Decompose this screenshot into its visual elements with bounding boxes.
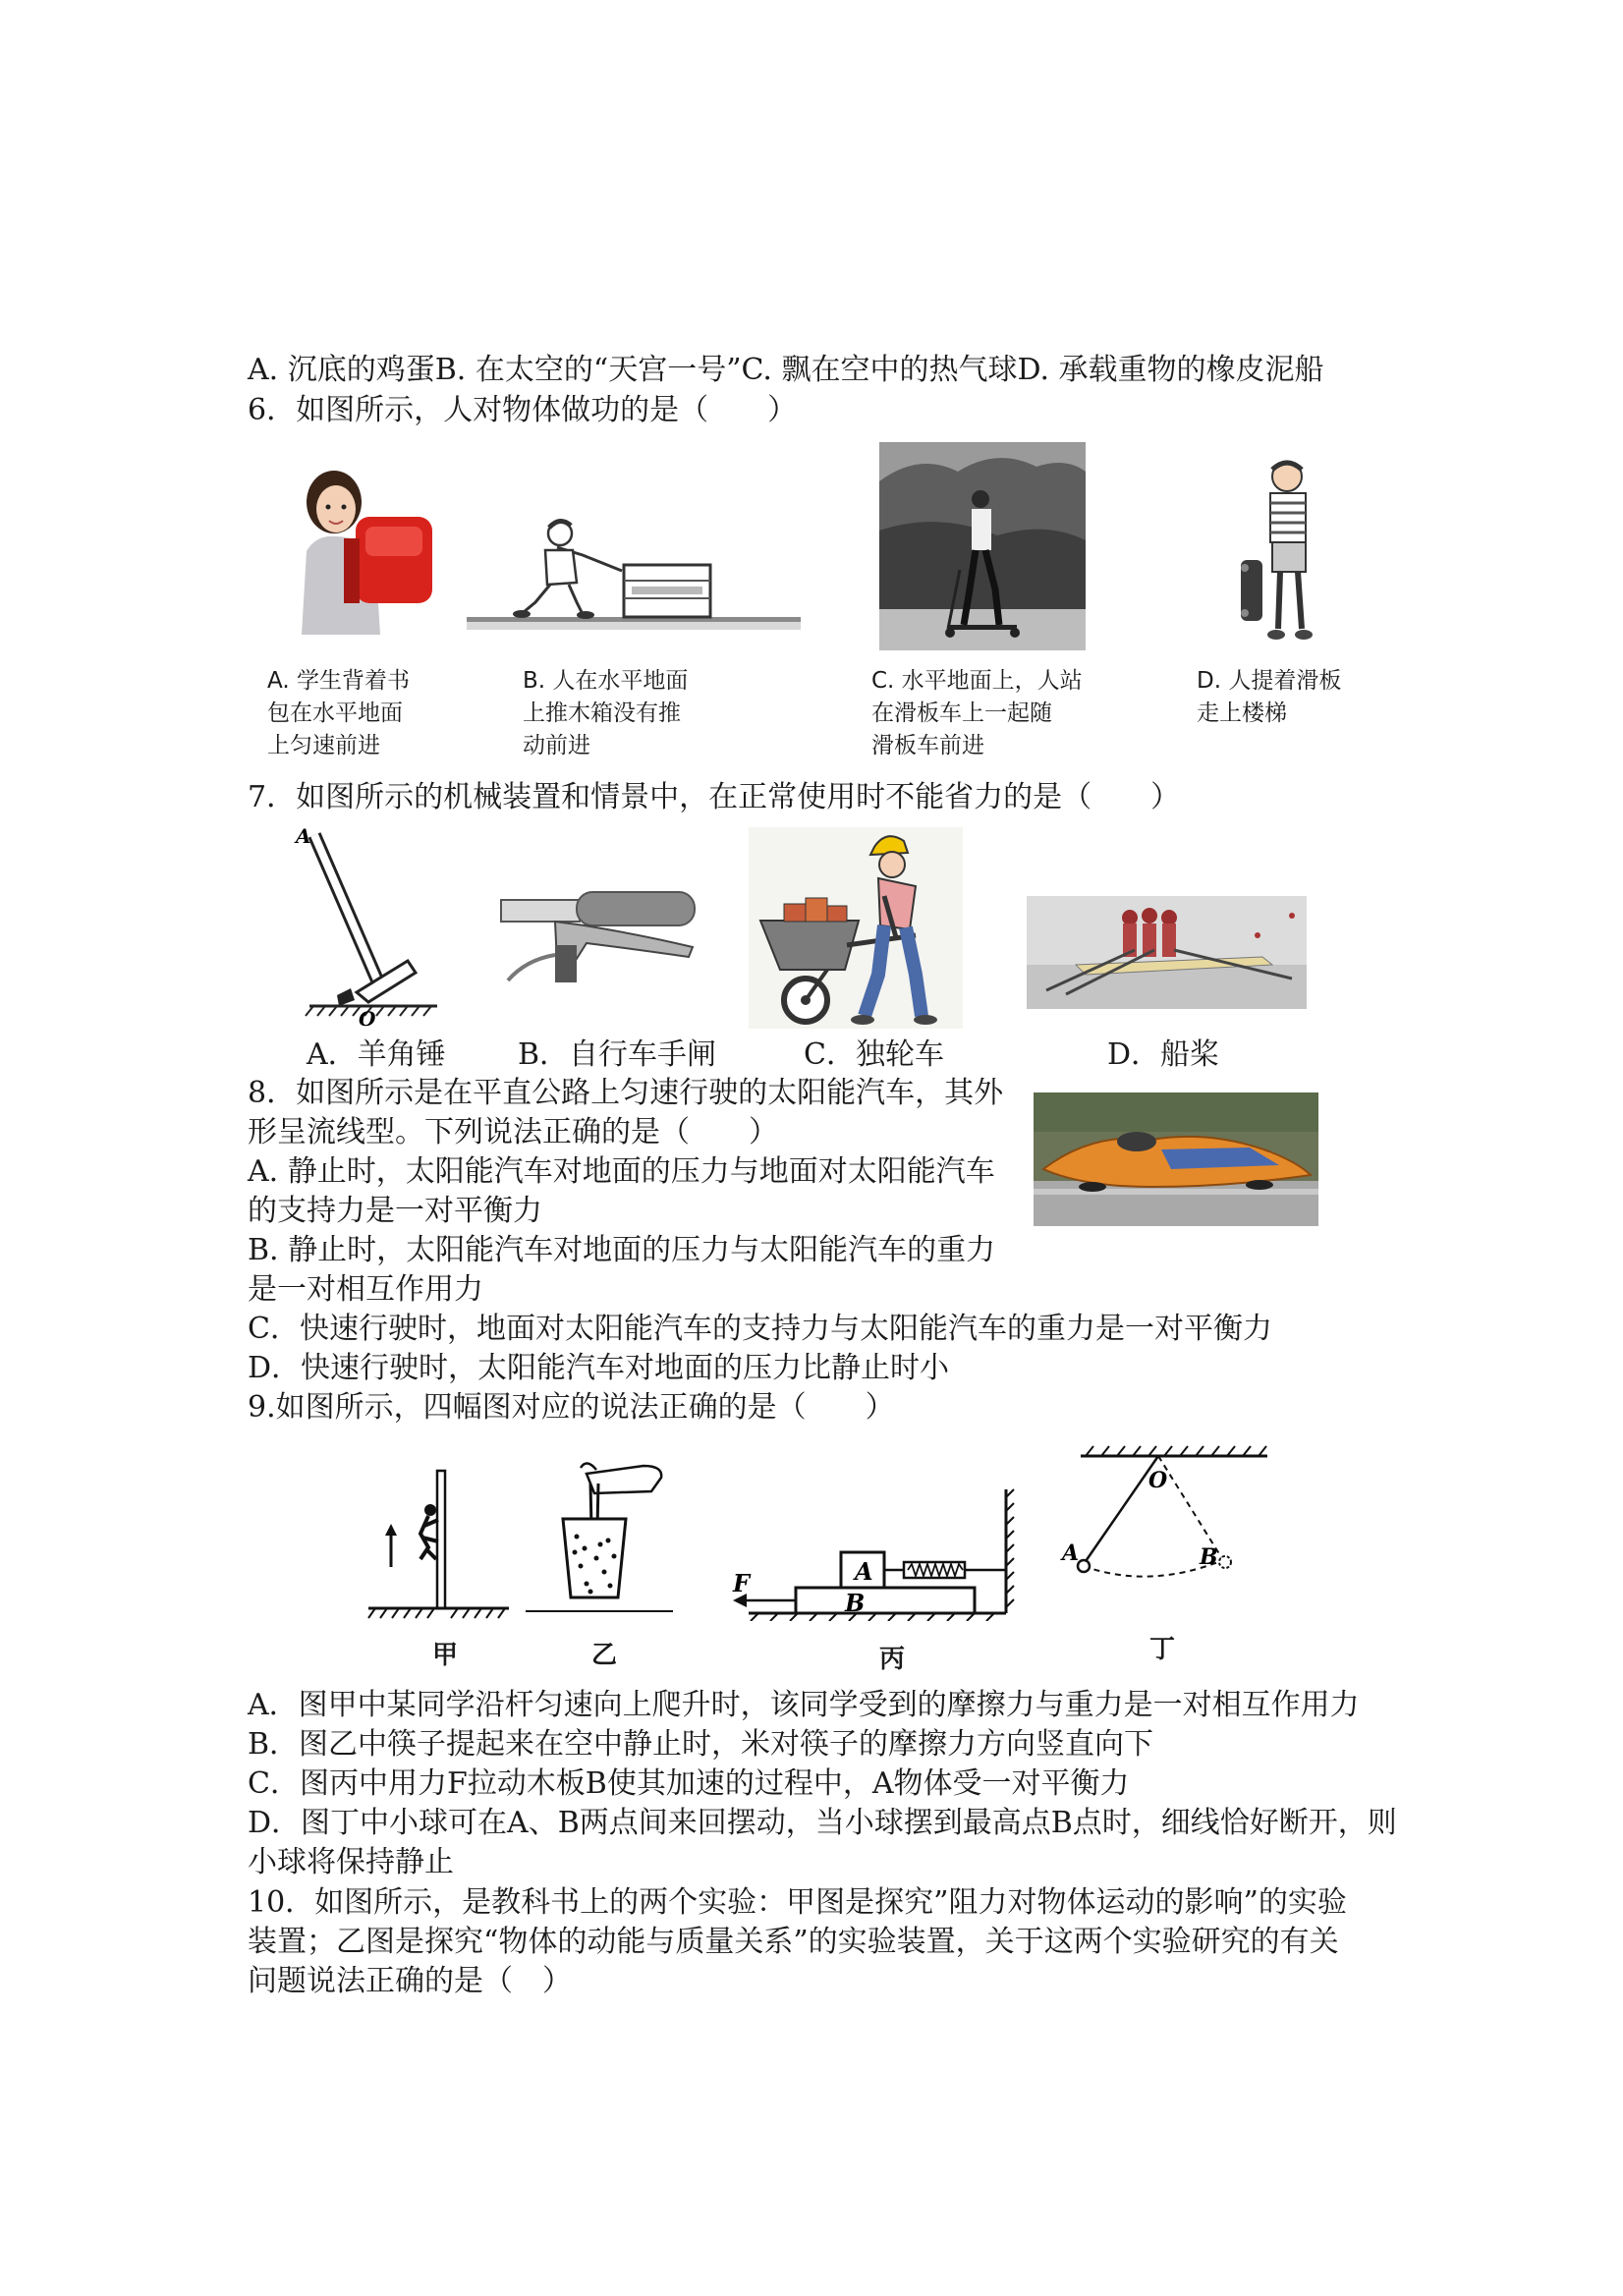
q10-line-2: 装置；乙图是探究“物体的动能与质量关系”的实验装置，关于这两个实验研究的有关 xyxy=(248,1925,1339,1959)
q7-label-a: A．羊角锤 xyxy=(307,1037,446,1072)
q7-figure-b-bike-brake xyxy=(496,886,698,989)
q8-figure-solar-car-photo xyxy=(1034,1092,1318,1226)
q6-caption-a-line2: 包在水平地面 xyxy=(267,700,403,726)
q9-letter-b-block: B xyxy=(845,1589,866,1617)
q9-letter-b-pendulum: B xyxy=(1200,1544,1218,1570)
q9-letter-a-block: A xyxy=(855,1557,873,1586)
q9-option-c: C．图丙中用力F拉动木板B使其加速的过程中，A物体受一对平衡力 xyxy=(248,1766,1130,1801)
q5-options: A. 沉底的鸡蛋B. 在太空的“天宫一号”C. 飘在空中的热气球D. 承载重物的橡皮泥船 xyxy=(248,353,1324,387)
q6-caption-c-line1: C. 水平地面上，人站 xyxy=(871,668,1083,694)
q6-caption-c-line3: 滑板车前进 xyxy=(871,733,984,758)
q6-figure-a-student-backpack xyxy=(287,458,444,635)
q6-caption-d-line1: D. 人提着滑板 xyxy=(1197,668,1342,694)
q7-figure-c-wheelbarrow xyxy=(749,827,963,1029)
q9-option-d-line1: D．图丁中小球可在A、B两点间来回摆动，当小球摆到最高点B点时，细线恰好断开，则 xyxy=(248,1806,1397,1840)
q8-option-a-line1: A. 静止时，太阳能汽车对地面的压力与地面对太阳能汽车 xyxy=(248,1154,995,1189)
q6-caption-c-line2: 在滑板车上一起随 xyxy=(871,700,1052,726)
q8-line-1: 8．如图所示是在平直公路上匀速行驶的太阳能汽车，其外 xyxy=(248,1076,1004,1110)
q9-label-bing: 丙 xyxy=(879,1645,906,1674)
q7-letter-a: A xyxy=(296,824,311,848)
q8-option-a-line2: 的支持力是一对平衡力 xyxy=(248,1194,542,1228)
q8-line-2: 形呈流线型。下列说法正确的是（ ） xyxy=(248,1115,778,1149)
q9-label-yi: 乙 xyxy=(591,1641,618,1670)
q9-figure-ding-pendulum xyxy=(1056,1442,1274,1590)
q7-letter-o: O xyxy=(359,1007,376,1030)
q9-label-ding: 丁 xyxy=(1149,1635,1176,1664)
q9-letter-a-pendulum: A xyxy=(1062,1540,1080,1566)
q6-stem: 6．如图所示，人对物体做功的是（ ） xyxy=(248,393,798,427)
q7-figure-d-rowing-photo xyxy=(1027,896,1307,1009)
q8-option-b-line1: B. 静止时，太阳能汽车对地面的压力与太阳能汽车的重力 xyxy=(248,1233,996,1267)
q9-letter-f-force: F xyxy=(733,1569,751,1597)
q9-option-d-line2: 小球将保持静止 xyxy=(248,1845,454,1879)
q10-line-1: 10．如图所示，是教科书上的两个实验：甲图是探究”阻力对物体运动的影响”的实验 xyxy=(248,1885,1347,1920)
q6-caption-b-line1: B. 人在水平地面 xyxy=(523,668,689,694)
q9-figure-yi-chopsticks-rice xyxy=(526,1454,673,1621)
q8-option-d: D．快速行驶时，太阳能汽车对地面的压力比静止时小 xyxy=(248,1351,950,1385)
q7-stem: 7．如图所示的机械装置和情景中，在正常使用时不能省力的是（ ） xyxy=(248,780,1181,814)
q9-stem: 9.如图所示，四幅图对应的说法正确的是（ ） xyxy=(248,1390,895,1425)
q8-option-b-line2: 是一对相互作用力 xyxy=(248,1272,483,1307)
q7-label-b: B．自行车手闸 xyxy=(518,1037,717,1072)
q6-caption-a-line3: 上匀速前进 xyxy=(267,733,380,758)
q7-label-d: D．船桨 xyxy=(1107,1037,1220,1072)
q6-figure-d-man-skateboard xyxy=(1233,452,1331,653)
q6-caption-b-line3: 动前进 xyxy=(523,733,590,758)
q7-figure-a-claw-hammer xyxy=(290,823,447,1030)
q6-caption-d-line2: 走上楼梯 xyxy=(1197,700,1287,726)
q6-caption-a-line1: A. 学生背着书 xyxy=(267,668,410,694)
q7-label-c: C．独轮车 xyxy=(804,1037,944,1072)
q6-figure-b-push-box xyxy=(467,506,801,634)
q6-caption-b-line2: 上推木箱没有推 xyxy=(523,700,681,726)
q6-figure-c-scooter-photo xyxy=(879,442,1086,650)
q9-option-a: A．图甲中某同学沿杆匀速向上爬升时，该同学受到的摩擦力与重力是一对相互作用力 xyxy=(248,1688,1360,1722)
q9-label-jia: 甲 xyxy=(432,1641,459,1670)
q8-option-c: C．快速行驶时，地面对太阳能汽车的支持力与太阳能汽车的重力是一对平衡力 xyxy=(248,1312,1272,1346)
q9-letter-o-pivot: O xyxy=(1148,1468,1168,1493)
q9-figure-jia-pole-climb xyxy=(364,1469,511,1621)
q9-figure-bing-blocks xyxy=(729,1484,1016,1621)
q10-line-3: 问题说法正确的是（ ） xyxy=(248,1964,572,1998)
q9-option-b: B．图乙中筷子提起来在空中静止时，米对筷子的摩擦力方向竖直向下 xyxy=(248,1727,1154,1762)
